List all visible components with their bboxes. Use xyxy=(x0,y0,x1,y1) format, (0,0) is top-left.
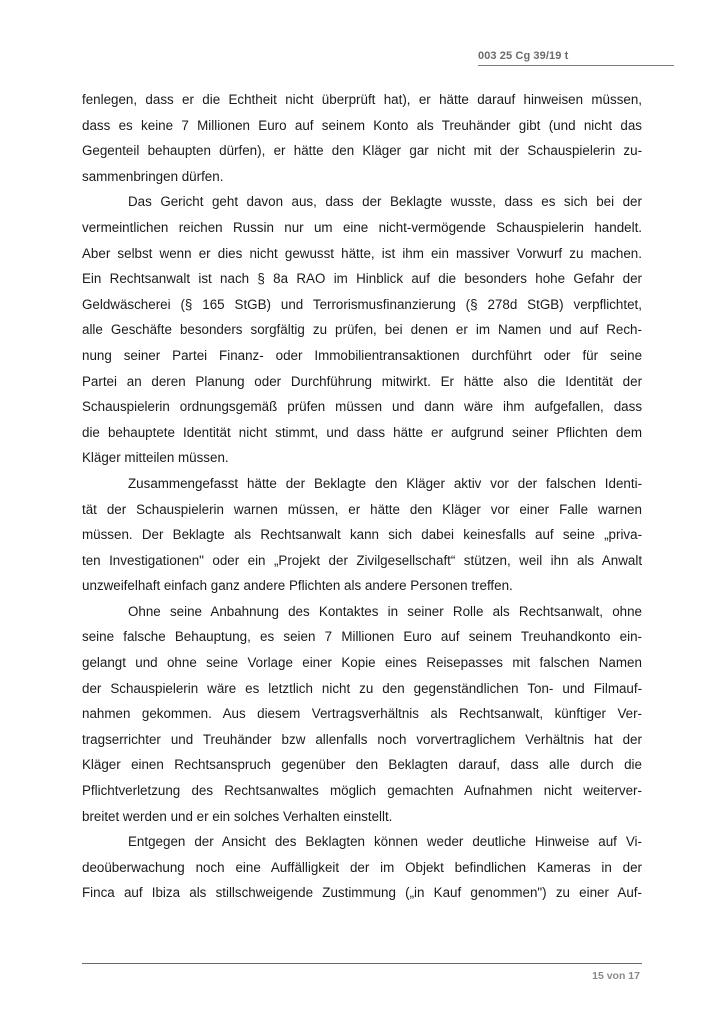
footer-divider xyxy=(82,963,642,964)
paragraph xyxy=(82,829,642,906)
text-line: müssen. Der Beklagte als Rechtsanwalt kann sich dabei keinesfalls auf seine „priva- xyxy=(82,527,643,543)
text-line: alle Geschäfte besonders sorgfältig zu prüfen, bei denen er im Namen und auf Rech- xyxy=(82,322,642,338)
text-line: Finca auf Ibiza als stillschweigende Zustimmung („in Kauf genommen") zu einer Auf- xyxy=(82,885,642,901)
text-line: Das Gericht geht davon aus, dass der Beklagte wusste, dass es sich bei der xyxy=(128,194,642,210)
header-divider xyxy=(478,65,674,66)
text-line: nahmen gekommen. Aus diesem Vertragsverhältnis als Rechtsanwalt, künftiger Ver- xyxy=(82,706,643,722)
text-line: dass es keine 7 Millionen Euro auf seinem Konto als Treuhänder gibt (und nicht das xyxy=(82,117,643,133)
text-line: nung seiner Partei Finanz- oder Immobilientransaktionen durchführt oder für seine xyxy=(82,347,643,363)
text-line: ten Investigationen" oder ein „Projekt der Zivilgesellschaft“ stützen, weil ihn als Anwalt xyxy=(82,552,643,568)
text-line: die behauptete Identität nicht stimmt, und dass hätte er aufgrund seiner Pflichten dem xyxy=(82,424,642,440)
text-line: Kläger einen Rechtsanspruch gegenüber den Beklagten darauf, dass alle durch die xyxy=(82,757,642,773)
text-line: sammenbringen dürfen. xyxy=(82,168,224,184)
paragraph xyxy=(82,599,642,829)
text-line: Ohne seine Anbahnung des Kontaktes in seiner Rolle als Rechtsanwalt, ohne xyxy=(128,603,643,619)
text-line: Partei an deren Planung oder Durchführung mitwirkt. Er hätte also die Identität der xyxy=(82,373,643,389)
text-line: der Schauspielerin wäre es letztlich nicht zu den gegenständlichen Ton- und Filmauf- xyxy=(82,680,643,696)
text-line: tät der Schauspielerin warnen müssen, er hätte den Kläger vor einer Falle warnen xyxy=(82,501,642,517)
text-line: unzweifelhaft einfach ganz andere Pflichten als andere Personen treffen. xyxy=(82,578,513,594)
paragraph xyxy=(82,87,642,189)
case-reference: 003 25 Cg 39/19 t xyxy=(478,50,569,62)
text-line: vermeintlichen reichen Russin nur um eine nicht-vermögende Schauspielerin handelt. xyxy=(82,219,643,235)
document-body xyxy=(82,87,642,906)
text-line: fenlegen, dass er die Echtheit nicht überprüft hat), er hätte darauf hinweisen müssen, xyxy=(82,92,642,107)
text-line: Kläger mitteilen müssen. xyxy=(82,450,229,466)
page-number: 15 von 17 xyxy=(592,970,640,982)
text-line: Zusammengefasst hätte der Beklagte den Kläger aktiv vor der falschen Identi- xyxy=(128,475,643,491)
text-line: breitet werden und er ein solches Verhalten einstellt. xyxy=(82,808,393,824)
text-line: Aber selbst wenn er dies nicht gewusst hätte, ist ihm ein massiver Vorwurf zu machen. xyxy=(82,245,642,261)
paragraph xyxy=(82,471,642,599)
text-line: Gegenteil behaupten dürfen), er hätte den Kläger gar nicht mit der Schauspielerin zu- xyxy=(82,143,643,159)
text-line: Schauspielerin ordnungsgemäß prüfen müssen und dann wäre ihm aufgefallen, dass xyxy=(82,399,643,415)
paragraph xyxy=(82,189,642,471)
text-line: Pflichtverletzung des Rechtsanwaltes möglich gemachten Aufnahmen nicht weiterver- xyxy=(82,783,642,799)
text-line: deoüberwachung noch eine Auffälligkeit der im Objekt befindlichen Kameras in der xyxy=(82,859,643,875)
text-line: seine falsche Behauptung, es seien 7 Millionen Euro auf seinem Treuhandkonto ein- xyxy=(82,629,642,645)
text-line: Ein Rechtsanwalt ist nach § 8a RAO im Hinblick auf die besonders hohe Gefahr der xyxy=(82,271,642,287)
text-line: gelangt und ohne seine Vorlage einer Kopie eines Reisepasses mit falschen Namen xyxy=(82,655,642,671)
text-line: tragserrichter und Treuhänder bzw allenfalls noch vorvertraglichem Verhältnis hat der xyxy=(82,731,642,747)
page-header xyxy=(478,50,678,62)
text-line: Geldwäscherei (§ 165 StGB) und Terrorismusfinanzierung (§ 278d StGB) verpflichtet, xyxy=(82,296,642,312)
text-line: Entgegen der Ansicht des Beklagten können weder deutliche Hinweise auf Vi- xyxy=(128,834,642,850)
